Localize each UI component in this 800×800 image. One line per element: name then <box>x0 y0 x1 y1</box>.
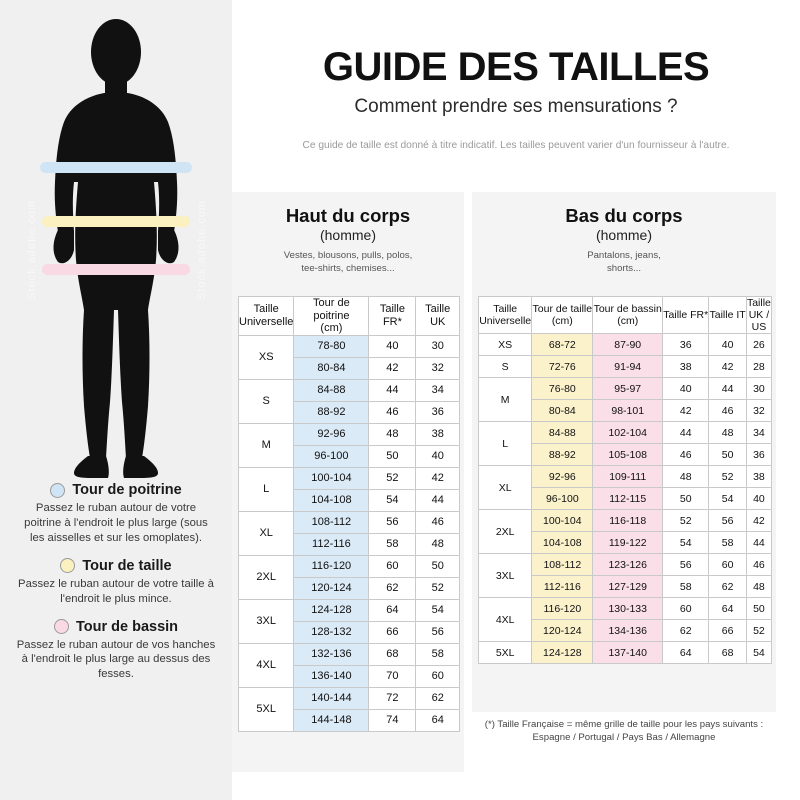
cell-chest: 112-116 <box>294 533 369 555</box>
page-title: GUIDE DES TAILLES <box>322 45 710 89</box>
cell-fr: 64 <box>369 599 416 621</box>
cell-hips: 116-118 <box>593 510 663 532</box>
table-row <box>239 599 460 621</box>
upper-body-size-table <box>238 296 460 732</box>
cell-fr: 50 <box>663 488 709 510</box>
size-label-cell: 4XL <box>479 598 532 642</box>
legend-waist-text: Passez le ruban autour de votre taille à l'endroit le plus mince. <box>18 577 214 605</box>
cell-waist: 72-76 <box>532 356 593 378</box>
legend-chest-text: Passez le ruban autour de votre poitrine à l'endroit le plus large (sous les aisselles et sur les omoplates). <box>24 502 208 544</box>
lower-body-table-head <box>479 297 772 334</box>
size-label-cell: 5XL <box>479 642 532 664</box>
cell-fr: 48 <box>369 423 416 445</box>
size-label-cell: 3XL <box>239 599 294 643</box>
cell-uk: 30 <box>746 378 771 400</box>
cell-waist: 68-72 <box>532 334 593 356</box>
table-row <box>239 335 460 357</box>
upper-body-table-body <box>239 335 460 731</box>
cell-chest: 124-128 <box>294 599 369 621</box>
cell-uk: 34 <box>416 379 460 401</box>
waist-color-dot <box>60 558 75 573</box>
lower-body-header <box>472 192 776 276</box>
table-row <box>479 466 772 488</box>
size-label-cell: 4XL <box>239 643 294 687</box>
column-header: Taille UK / US <box>746 297 771 334</box>
cell-uk: 44 <box>416 489 460 511</box>
size-label-cell: S <box>239 379 294 423</box>
cell-it: 66 <box>709 620 746 642</box>
cell-uk: 56 <box>416 621 460 643</box>
cell-hips: 127-129 <box>593 576 663 598</box>
table-header-row <box>479 297 772 334</box>
cell-waist: 76-80 <box>532 378 593 400</box>
cell-chest: 88-92 <box>294 401 369 423</box>
cell-it: 50 <box>709 444 746 466</box>
table-row <box>479 554 772 576</box>
cell-uk: 34 <box>746 422 771 444</box>
column-header: Taille FR* <box>663 297 709 334</box>
cell-chest: 132-136 <box>294 643 369 665</box>
cell-it: 64 <box>709 598 746 620</box>
column-header: Taille FR* <box>369 297 416 336</box>
column-header: Tour de bassin (cm) <box>593 297 663 334</box>
cell-hips: 112-115 <box>593 488 663 510</box>
chest-color-dot <box>50 483 65 498</box>
cell-it: 68 <box>709 642 746 664</box>
cell-fr: 60 <box>663 598 709 620</box>
cell-fr: 74 <box>369 709 416 731</box>
cell-chest: 144-148 <box>294 709 369 731</box>
legend-item-waist <box>8 558 224 607</box>
size-label-cell: 5XL <box>239 687 294 731</box>
cell-chest: 136-140 <box>294 665 369 687</box>
cell-hips: 123-126 <box>593 554 663 576</box>
cell-uk: 50 <box>416 555 460 577</box>
cell-uk: 44 <box>746 532 771 554</box>
cell-waist: 112-116 <box>532 576 593 598</box>
cell-it: 44 <box>709 378 746 400</box>
cell-waist: 84-88 <box>532 422 593 444</box>
cell-fr: 52 <box>663 510 709 532</box>
lower-body-size-table <box>478 296 772 664</box>
legend-hips-text: Passez le ruban autour de vos hanches à l'endroit le plus large au dessus des fesses. <box>16 638 216 681</box>
cell-waist: 108-112 <box>532 554 593 576</box>
cell-uk: 52 <box>746 620 771 642</box>
disclaimer-text: Ce guide de taille est donné à titre indicatif. Les tailles peuvent varier d'un fournisseur à l'autre. <box>302 140 730 151</box>
cell-it: 56 <box>709 510 746 532</box>
cell-fr: 56 <box>369 511 416 533</box>
table-row <box>479 334 772 356</box>
column-header: Taille IT <box>709 297 746 334</box>
cell-uk: 54 <box>416 599 460 621</box>
lower-body-title: Bas du corps <box>565 205 683 226</box>
table-row <box>479 378 772 400</box>
cell-chest: 78-80 <box>294 335 369 357</box>
watermark-right: Stock.adobe.com <box>196 200 208 300</box>
cell-waist: 92-96 <box>532 466 593 488</box>
cell-hips: 95-97 <box>593 378 663 400</box>
cell-fr: 40 <box>663 378 709 400</box>
table-row <box>239 423 460 445</box>
table-row <box>479 356 772 378</box>
upper-body-header <box>232 192 464 276</box>
cell-fr: 46 <box>663 444 709 466</box>
table-row <box>239 687 460 709</box>
legend-chest-title <box>8 482 224 498</box>
cell-fr: 72 <box>369 687 416 709</box>
cell-uk: 42 <box>416 467 460 489</box>
cell-chest: 104-108 <box>294 489 369 511</box>
cell-it: 54 <box>709 488 746 510</box>
cell-fr: 60 <box>369 555 416 577</box>
cell-fr: 64 <box>663 642 709 664</box>
cell-waist: 116-120 <box>532 598 593 620</box>
cell-fr: 62 <box>663 620 709 642</box>
cell-hips: 134-136 <box>593 620 663 642</box>
cell-hips: 105-108 <box>593 444 663 466</box>
measurement-legend <box>8 482 224 694</box>
cell-uk: 64 <box>416 709 460 731</box>
legend-waist-title <box>8 558 224 574</box>
cell-chest: 84-88 <box>294 379 369 401</box>
size-label-cell: 2XL <box>239 555 294 599</box>
cell-waist: 104-108 <box>532 532 593 554</box>
chest-band <box>40 162 192 173</box>
upper-body-description: Vestes, blousons, pulls, polos, tee-shirts, chemises... <box>283 250 413 275</box>
size-label-cell: M <box>479 378 532 422</box>
cell-uk: 50 <box>746 598 771 620</box>
cell-waist: 96-100 <box>532 488 593 510</box>
cell-waist: 124-128 <box>532 642 593 664</box>
cell-hips: 87-90 <box>593 334 663 356</box>
watermark-left: Stock.adobe.com <box>26 200 38 300</box>
cell-uk: 38 <box>416 423 460 445</box>
cell-uk: 54 <box>746 642 771 664</box>
legend-hips-title <box>8 619 224 635</box>
cell-it: 62 <box>709 576 746 598</box>
footnote-text: (*) Taille Française = même grille de taille pour les pays suivants : Espagne / Portugal / Pays Bas / Allemagne <box>484 719 764 744</box>
cell-waist: 120-124 <box>532 620 593 642</box>
column-header: Taille Universelle <box>479 297 532 334</box>
legend-item-chest <box>8 482 224 546</box>
upper-body-subtitle: (homme) <box>319 227 376 244</box>
cell-chest: 120-124 <box>294 577 369 599</box>
cell-uk: 62 <box>416 687 460 709</box>
cell-fr: 42 <box>663 400 709 422</box>
table-row <box>239 379 460 401</box>
cell-fr: 36 <box>663 334 709 356</box>
cell-uk: 28 <box>746 356 771 378</box>
cell-fr: 56 <box>663 554 709 576</box>
cell-fr: 44 <box>369 379 416 401</box>
cell-fr: 70 <box>369 665 416 687</box>
cell-uk: 60 <box>416 665 460 687</box>
cell-fr: 38 <box>663 356 709 378</box>
cell-uk: 40 <box>746 488 771 510</box>
size-label-cell: 3XL <box>479 554 532 598</box>
size-label-cell: 2XL <box>479 510 532 554</box>
table-row <box>479 510 772 532</box>
cell-it: 46 <box>709 400 746 422</box>
size-label-cell: M <box>239 423 294 467</box>
waist-band <box>42 216 190 227</box>
cell-hips: 130-133 <box>593 598 663 620</box>
cell-uk: 52 <box>416 577 460 599</box>
hips-band <box>42 264 190 275</box>
cell-hips: 98-101 <box>593 400 663 422</box>
table-row <box>239 467 460 489</box>
cell-uk: 48 <box>746 576 771 598</box>
cell-uk: 36 <box>746 444 771 466</box>
cell-it: 52 <box>709 466 746 488</box>
page-subtitle: Comment prendre ses mensurations ? <box>354 96 678 117</box>
legend-waist-label: Tour de taille <box>82 557 172 574</box>
lower-body-description: Pantalons, jeans, shorts... <box>587 250 661 275</box>
cell-fr: 66 <box>369 621 416 643</box>
cell-uk: 48 <box>416 533 460 555</box>
size-label-cell: XL <box>479 466 532 510</box>
cell-hips: 109-111 <box>593 466 663 488</box>
table-row <box>479 642 772 664</box>
cell-it: 58 <box>709 532 746 554</box>
cell-waist: 88-92 <box>532 444 593 466</box>
cell-uk: 32 <box>416 357 460 379</box>
cell-waist: 100-104 <box>532 510 593 532</box>
cell-it: 42 <box>709 356 746 378</box>
upper-body-title: Haut du corps <box>285 205 411 226</box>
cell-uk: 46 <box>416 511 460 533</box>
cell-uk: 36 <box>416 401 460 423</box>
cell-fr: 54 <box>663 532 709 554</box>
cell-it: 60 <box>709 554 746 576</box>
cell-fr: 44 <box>663 422 709 444</box>
cell-uk: 58 <box>416 643 460 665</box>
cell-chest: 128-132 <box>294 621 369 643</box>
cell-hips: 102-104 <box>593 422 663 444</box>
cell-chest: 80-84 <box>294 357 369 379</box>
cell-fr: 52 <box>369 467 416 489</box>
upper-body-table-head <box>239 297 460 336</box>
table-row <box>239 643 460 665</box>
cell-fr: 62 <box>369 577 416 599</box>
column-header: Taille Universelle <box>239 297 294 336</box>
cell-chest: 108-112 <box>294 511 369 533</box>
legend-item-hips <box>8 619 224 683</box>
table-row <box>479 422 772 444</box>
cell-uk: 32 <box>746 400 771 422</box>
cell-it: 40 <box>709 334 746 356</box>
cell-uk: 40 <box>416 445 460 467</box>
cell-uk: 46 <box>746 554 771 576</box>
hips-color-dot <box>54 619 69 634</box>
size-label-cell: L <box>239 467 294 511</box>
cell-uk: 42 <box>746 510 771 532</box>
table-row <box>239 555 460 577</box>
cell-fr: 58 <box>369 533 416 555</box>
page-header <box>232 0 800 151</box>
lower-body-subtitle: (homme) <box>595 227 652 244</box>
column-header: Tour de poitrine (cm) <box>294 297 369 336</box>
cell-fr: 54 <box>369 489 416 511</box>
silhouette-panel <box>0 0 232 800</box>
cell-hips: 91-94 <box>593 356 663 378</box>
cell-hips: 119-122 <box>593 532 663 554</box>
size-label-cell: XS <box>239 335 294 379</box>
cell-hips: 137-140 <box>593 642 663 664</box>
cell-fr: 48 <box>663 466 709 488</box>
size-label-cell: XS <box>479 334 532 356</box>
cell-fr: 42 <box>369 357 416 379</box>
cell-fr: 46 <box>369 401 416 423</box>
cell-uk: 30 <box>416 335 460 357</box>
table-header-row <box>239 297 460 336</box>
column-header: Tour de taille (cm) <box>532 297 593 334</box>
legend-hips-label: Tour de bassin <box>75 618 179 635</box>
body-silhouette <box>0 10 232 490</box>
size-label-cell: L <box>479 422 532 466</box>
cell-fr: 68 <box>369 643 416 665</box>
cell-uk: 26 <box>746 334 771 356</box>
cell-it: 48 <box>709 422 746 444</box>
table-row <box>239 511 460 533</box>
cell-chest: 140-144 <box>294 687 369 709</box>
cell-fr: 58 <box>663 576 709 598</box>
size-label-cell: S <box>479 356 532 378</box>
cell-chest: 92-96 <box>294 423 369 445</box>
cell-uk: 38 <box>746 466 771 488</box>
column-header: Taille UK <box>416 297 460 336</box>
cell-chest: 96-100 <box>294 445 369 467</box>
size-label-cell: XL <box>239 511 294 555</box>
legend-chest-label: Tour de poitrine <box>72 482 182 498</box>
cell-fr: 40 <box>369 335 416 357</box>
lower-body-table-body <box>479 334 772 664</box>
cell-fr: 50 <box>369 445 416 467</box>
cell-chest: 100-104 <box>294 467 369 489</box>
table-row <box>479 598 772 620</box>
cell-chest: 116-120 <box>294 555 369 577</box>
cell-waist: 80-84 <box>532 400 593 422</box>
